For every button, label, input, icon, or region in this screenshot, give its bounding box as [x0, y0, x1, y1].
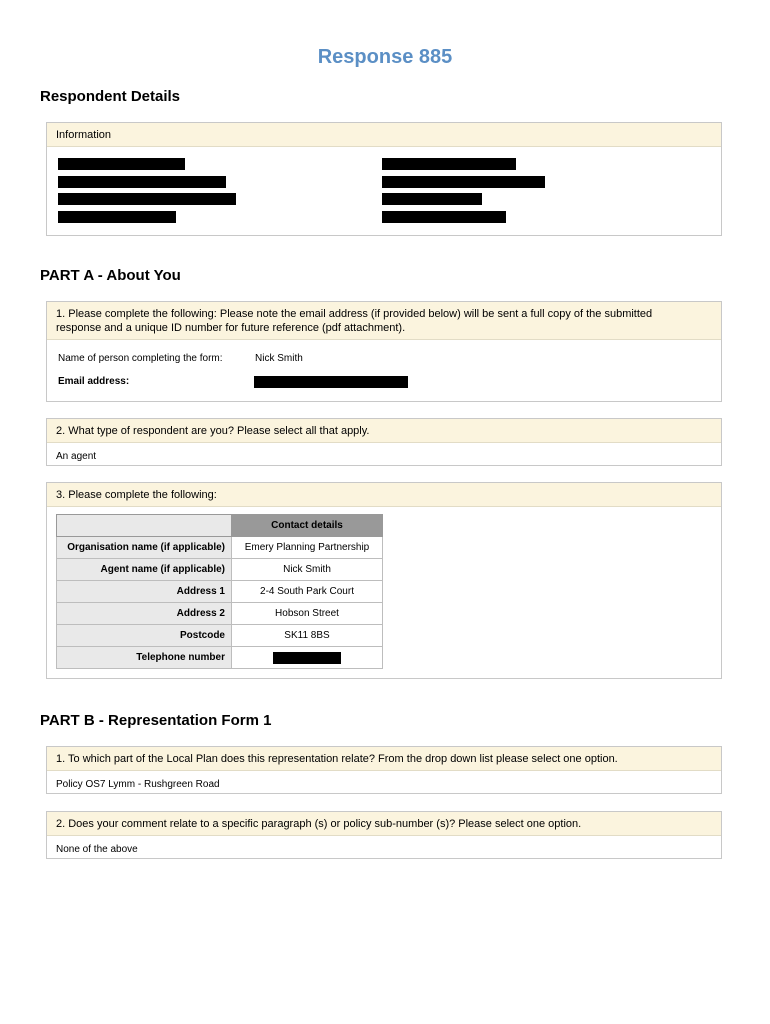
name-value: Nick Smith [255, 353, 303, 364]
part-b-question-1 [46, 746, 722, 794]
part-b-heading: PART B - Representation Form 1 [40, 712, 272, 729]
row-value: SK11 8BS [232, 625, 383, 647]
row-label: Address 2 [57, 603, 232, 625]
row-label: Address 1 [57, 581, 232, 603]
table-corner-cell [57, 515, 232, 537]
table-header: Contact details [232, 515, 383, 537]
redacted-block [382, 211, 506, 223]
part-a-heading: PART A - About You [40, 267, 181, 284]
row-value: Emery Planning Partnership [232, 537, 383, 559]
row-value [232, 647, 383, 669]
redacted-telephone [273, 652, 341, 664]
question-text: 2. Does your comment relate to a specific paragraph (s) or policy sub-number (s)? Please select one option. [47, 812, 721, 836]
question-text: 1. To which part of the Local Plan does this representation relate? From the drop down list please select one option. [47, 747, 721, 771]
answer-text: An agent [56, 451, 97, 462]
redacted-block [58, 176, 226, 188]
part-b-question-2 [46, 811, 722, 859]
row-label: Organisation name (if applicable) [57, 537, 232, 559]
table-row [57, 625, 383, 647]
redacted-block [382, 193, 482, 205]
email-label: Email address: [58, 376, 130, 387]
part-a-question-2 [46, 418, 722, 466]
row-label: Telephone number [57, 647, 232, 669]
answer-text: Policy OS7 Lymm - Rushgreen Road [56, 779, 220, 790]
question-text: 3. Please complete the following: [47, 483, 721, 507]
redacted-block [58, 158, 185, 170]
redacted-email [254, 376, 408, 388]
part-a-question-3 [46, 482, 722, 679]
table-row [57, 559, 383, 581]
row-value: Nick Smith [232, 559, 383, 581]
name-label: Name of person completing the form: [58, 353, 223, 364]
information-box [46, 122, 722, 236]
table-row [57, 537, 383, 559]
table-row [57, 647, 383, 669]
row-value: 2-4 South Park Court [232, 581, 383, 603]
redacted-block [382, 158, 516, 170]
question-text: 2. What type of respondent are you? Please select all that apply. [47, 419, 721, 443]
redacted-block [58, 193, 236, 205]
answer-text: None of the above [56, 844, 138, 855]
contact-details-table [56, 514, 383, 669]
row-label: Postcode [57, 625, 232, 647]
redacted-block [58, 211, 176, 223]
page-title: Response 885 [317, 46, 453, 68]
respondent-details-heading: Respondent Details [40, 88, 181, 105]
table-row [57, 603, 383, 625]
information-box-title: Information [47, 123, 721, 147]
row-label: Agent name (if applicable) [57, 559, 232, 581]
table-row [57, 581, 383, 603]
question-text: 1. Please complete the following: Please note the email address (if provided below) will be sent a full copy of the submitted response and a unique ID number for future reference (pdf attachment). [47, 302, 721, 340]
row-value: Hobson Street [232, 603, 383, 625]
redacted-block [382, 176, 545, 188]
part-a-question-1 [46, 301, 722, 402]
